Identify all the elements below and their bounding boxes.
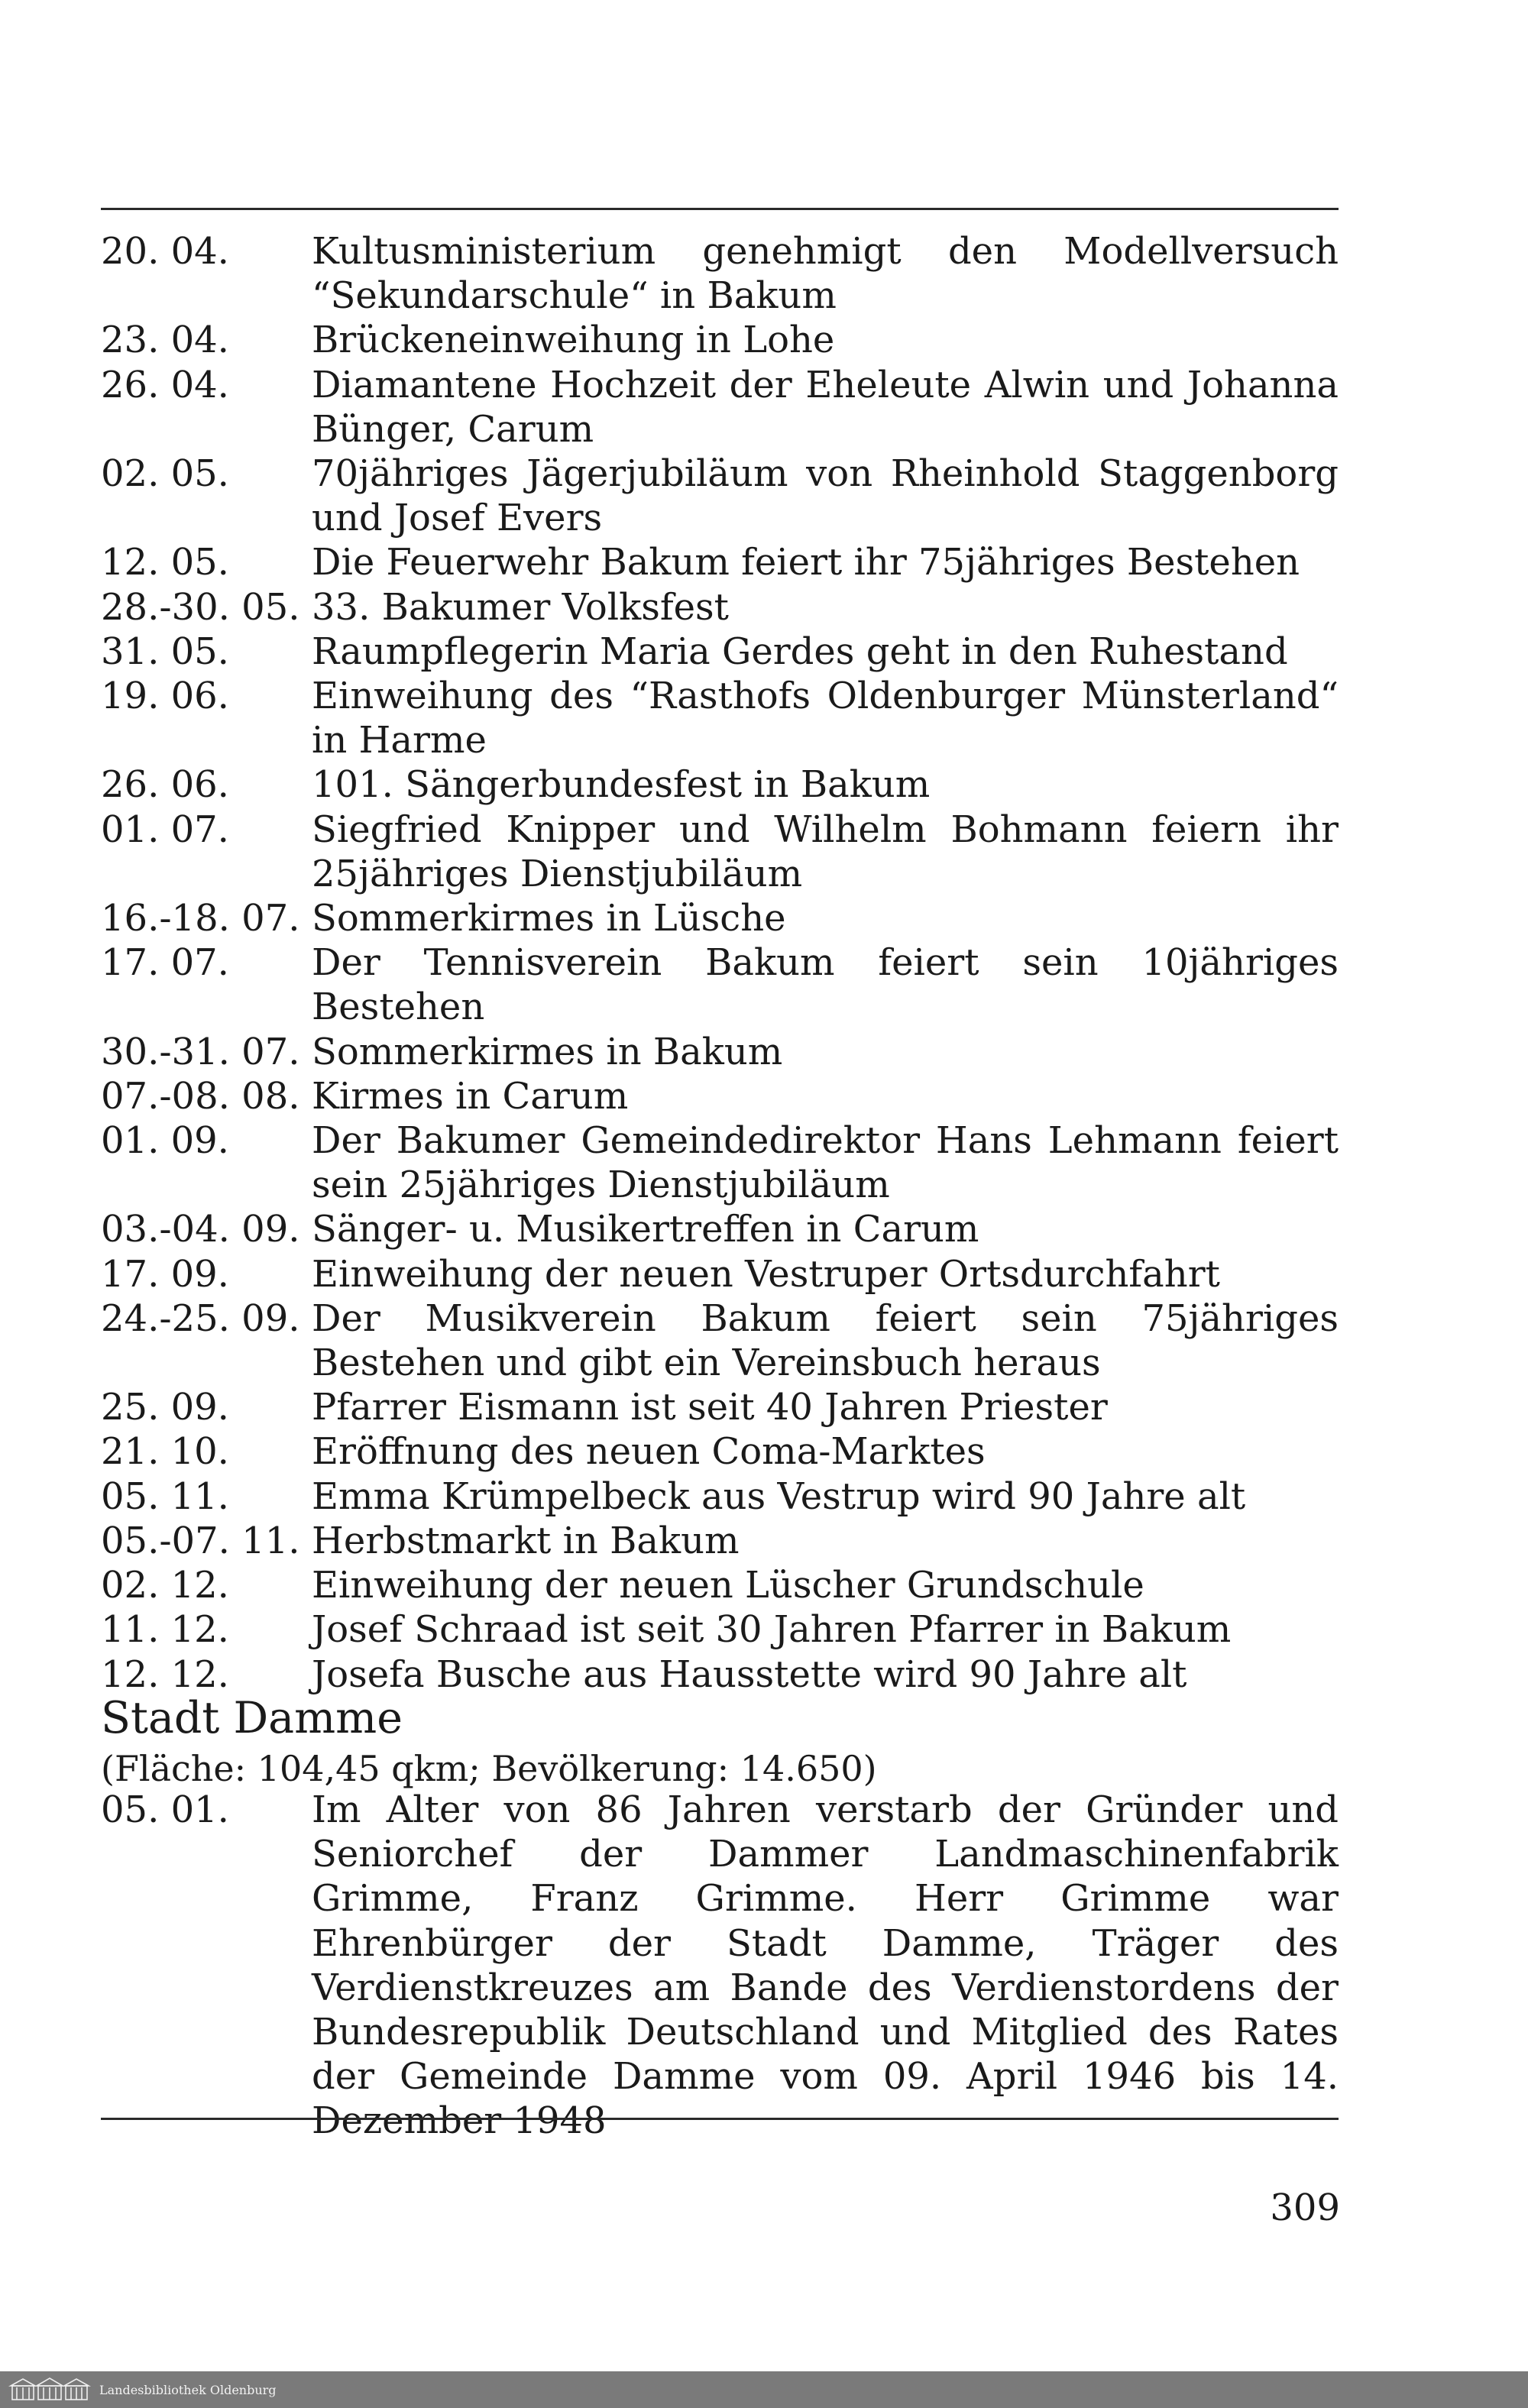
- chronicle-entry: [101, 1607, 1339, 1652]
- chronicle-entry: [101, 1074, 1339, 1118]
- entry-text: 70jähriges Jägerjubiläum von Rheinhold Staggenborg und Josef Evers: [312, 452, 1339, 540]
- entry-text: Pfarrer Eismann ist seit 40 Jahren Priester: [312, 1386, 1108, 1429]
- entry-date: 19. 06.: [101, 675, 229, 718]
- entry-text: Einweihung der neuen Vestruper Ortsdurchfahrt: [312, 1252, 1220, 1296]
- library-footer: [0, 2371, 1528, 2408]
- entry-date: 16.-18. 07.: [101, 897, 300, 940]
- entry-text: Sommerkirmes in Bakum: [312, 1030, 783, 1073]
- entry-text: Im Alter von 86 Jahren verstarb der Gründer und Seniorchef der Dammer Landmaschinenfabrik Grimme, Franz Grimme. Herr Grimme war Ehrenbürger der Stadt Damme, Träger des Verdienstkreuzes am Bande des Verdienstordens der Bundesrepublik Deutschland und Mitglied des Rates der Gemeinde Damme vom 09. April 1946 bis 14. Dezember 1948: [312, 1788, 1339, 2143]
- chronicle-entry: [101, 1563, 1339, 1607]
- entry-date: 05. 01.: [101, 1788, 229, 1831]
- entry-date: 03.-04. 09.: [101, 1208, 300, 1251]
- entry-date: 30.-31. 07.: [101, 1030, 300, 1073]
- section-title: Stadt Damme: [101, 1693, 403, 1743]
- chronicle-entry: [101, 585, 1339, 630]
- section-subtitle: (Fläche: 104,45 qkm; Bevölkerung: 14.650): [101, 1748, 877, 1789]
- chronicle-entry: [101, 630, 1339, 674]
- entry-date: 17. 07.: [101, 941, 229, 985]
- chronicle-entry: [101, 1118, 1339, 1207]
- entry-text: Der Musikverein Bakum feiert sein 75jähriges Bestehen und gibt ein Vereinsbuch heraus: [312, 1296, 1339, 1385]
- chronicle-entry: [101, 229, 1339, 318]
- page-number: 309: [1270, 2186, 1340, 2229]
- entry-date: 17. 09.: [101, 1252, 229, 1296]
- entry-text: Einweihung des “Rasthofs Oldenburger Münsterland“ in Harme: [312, 675, 1339, 762]
- damme-chronicle: [101, 1788, 1339, 2144]
- entry-date: 12. 05.: [101, 541, 229, 584]
- entry-text: Die Feuerwehr Bakum feiert ihr 75jähriges Bestehen: [312, 541, 1300, 584]
- entry-date: 26. 06.: [101, 763, 229, 807]
- entry-date: 02. 12.: [101, 1564, 229, 1607]
- entry-text: 33. Bakumer Volksfest: [312, 585, 729, 629]
- library-building-icon: [8, 2377, 92, 2403]
- entry-date: 12. 12.: [101, 1652, 229, 1696]
- chronicle-entry: [101, 318, 1339, 362]
- chronicle-entry: [101, 1252, 1339, 1296]
- chronicle-entry: [101, 1385, 1339, 1429]
- entry-date: 20. 04.: [101, 230, 229, 273]
- entry-text: Siegfried Knipper und Wilhelm Bohmann feiern ihr 25jähriges Dienstjubiläum: [312, 808, 1339, 895]
- chronicle-entry: [101, 1296, 1339, 1385]
- entry-text: Diamantene Hochzeit der Eheleute Alwin und Johanna Bünger, Carum: [312, 363, 1339, 451]
- entry-text: Eröffnung des neuen Coma-Marktes: [312, 1430, 986, 1474]
- entry-date: 24.-25. 09.: [101, 1296, 300, 1340]
- entry-text: Sänger- u. Musikertreffen in Carum: [312, 1208, 979, 1251]
- chronicle-entry: [101, 1207, 1339, 1251]
- entry-date: 23. 04.: [101, 319, 229, 362]
- entry-text: Der Bakumer Gemeindedirektor Hans Lehmann feiert sein 25jähriges Dienstjubiläum: [312, 1119, 1339, 1207]
- entry-date: 07.-08. 08.: [101, 1074, 300, 1118]
- entry-text: Josef Schraad ist seit 30 Jahren Pfarrer in Bakum: [312, 1608, 1232, 1652]
- chronicle-entry: [101, 1474, 1339, 1519]
- chronicle-entry: [101, 1030, 1339, 1074]
- library-label: Landesbibliothek Oldenburg: [99, 2382, 277, 2397]
- entry-text: Brückeneinweihung in Lohe: [312, 319, 835, 362]
- chronicle-entry: [101, 940, 1339, 1029]
- entry-text: Kirmes in Carum: [312, 1074, 629, 1118]
- chronicle-entry: [101, 452, 1339, 540]
- entry-text: 101. Sängerbundesfest in Bakum: [312, 763, 931, 807]
- chronicle-entry: [101, 363, 1339, 452]
- entry-text: Raumpflegerin Maria Gerdes geht in den Ruhestand: [312, 630, 1288, 673]
- chronicle-entry: [101, 1788, 1339, 2144]
- entry-text: Sommerkirmes in Lüsche: [312, 897, 786, 940]
- chronicle-entry: [101, 762, 1339, 807]
- chronicle-entry: [101, 808, 1339, 896]
- entry-date: 01. 09.: [101, 1119, 229, 1163]
- entry-date: 26. 04.: [101, 363, 229, 406]
- entry-text: Josefa Busche aus Hausstette wird 90 Jahre alt: [312, 1652, 1187, 1696]
- entry-text: Kultusministerium genehmigt den Modellversuch “Sekundarschule“ in Bakum: [312, 230, 1339, 318]
- entry-date: 21. 10.: [101, 1430, 229, 1474]
- chronicle-entry: [101, 1652, 1339, 1697]
- entry-date: 11. 12.: [101, 1608, 229, 1652]
- chronicle-entry: [101, 1519, 1339, 1563]
- entry-date: 31. 05.: [101, 630, 229, 673]
- entry-date: 02. 05.: [101, 452, 229, 496]
- entry-text: Der Tennisverein Bakum feiert sein 10jähriges Bestehen: [312, 941, 1339, 1029]
- chronicle-entry: [101, 896, 1339, 940]
- entry-text: Einweihung der neuen Lüscher Grundschule: [312, 1564, 1144, 1607]
- entry-text: Emma Krümpelbeck aus Vestrup wird 90 Jahre alt: [312, 1474, 1246, 1518]
- entry-text: Herbstmarkt in Bakum: [312, 1519, 740, 1562]
- entry-date: 25. 09.: [101, 1386, 229, 1429]
- entry-date: 05.-07. 11.: [101, 1519, 300, 1562]
- top-rule: [101, 208, 1339, 210]
- bottom-rule: [101, 2118, 1339, 2120]
- chronicle-entry: [101, 540, 1339, 584]
- entry-date: 28.-30. 05.: [101, 585, 300, 629]
- chronicle-entry: [101, 674, 1339, 762]
- entry-date: 01. 07.: [101, 808, 229, 851]
- chronicle-entry: [101, 1429, 1339, 1474]
- entry-date: 05. 11.: [101, 1474, 229, 1518]
- bakum-chronicle: [101, 229, 1339, 1697]
